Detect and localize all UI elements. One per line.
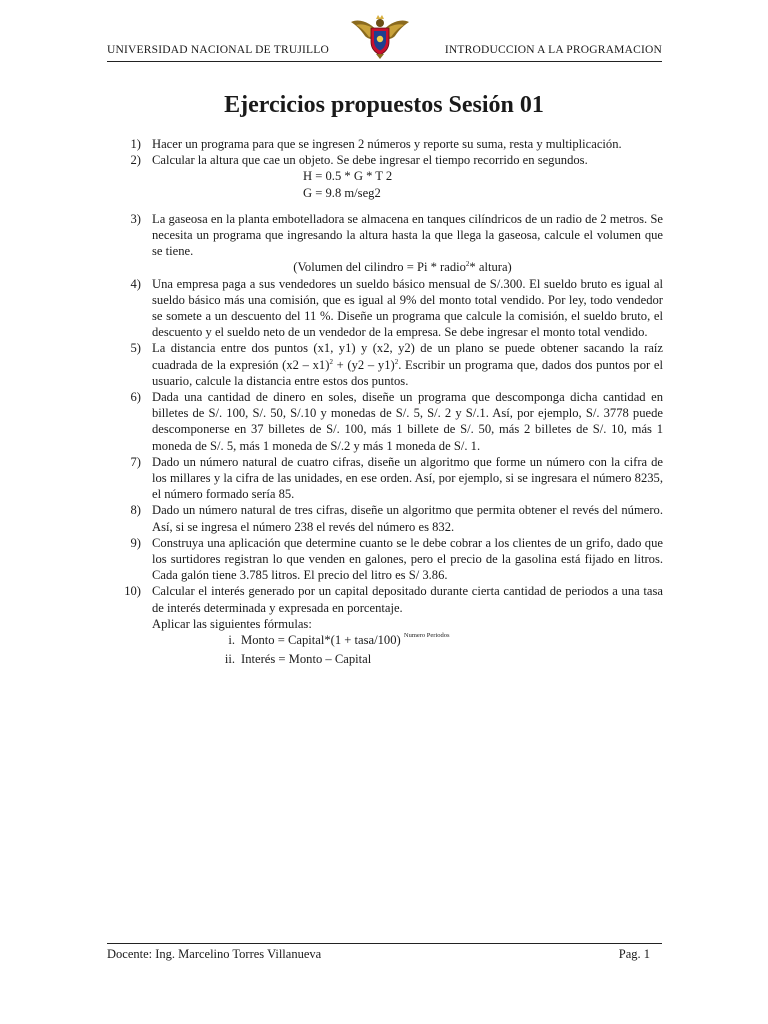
formula-list xyxy=(225,632,663,667)
exercise-item-8 xyxy=(111,502,663,534)
exercise-number: 6) xyxy=(130,390,141,405)
formula-intro: Aplicar las siguientes fórmulas: xyxy=(152,616,312,631)
exercise-item-3 xyxy=(111,211,663,276)
exercise-list xyxy=(111,136,663,668)
exercise-number: 5) xyxy=(130,341,141,356)
exercise-number: 2) xyxy=(130,153,141,168)
header-rule xyxy=(107,61,662,62)
formula-height: H = 0.5 * G * T 2 xyxy=(303,169,393,184)
university-seal-icon xyxy=(349,12,411,60)
exercise-item-7 xyxy=(111,454,663,503)
exercise-number: 8) xyxy=(130,503,141,518)
exercise-text: Dado un número natural de tres cifras, diseñe un algoritmo que permita obtener el revés del número. Así, si se ingresa el número 238 el revés del número es 832. xyxy=(152,503,663,534)
exercise-item-10 xyxy=(111,583,663,667)
formula-cylinder-volume: (Volumen del cilindro = Pi * radio$^2$* altura) xyxy=(293,260,512,275)
formula-item-interes xyxy=(225,651,663,667)
header-course: INTRODUCCION A LA PROGRAMACION xyxy=(444,44,662,56)
page-title: Ejercicios propuestos Sesión 01 xyxy=(224,92,544,118)
exercise-text: Calcular el interés generado por un capital depositado durante cierta cantidad de periodos a una tasa de interés determinada y expresada en porcentaje. xyxy=(152,584,663,615)
exercise-text: Construya una aplicación que determine cuanto se le debe cobrar a los clientes de un grifo, dado que los surtidores registran lo que venden en galones, pero el precio de la gasolina está fijado en litros. Cada galón tiene 3.785 litros. El precio del litro es S/ 3.86. xyxy=(152,535,663,583)
exercise-number: 4) xyxy=(130,276,141,291)
exercise-item-2 xyxy=(111,152,663,201)
exercise-text: La gaseosa en la planta embotelladora se almacena en tanques cilíndricos de un radio de 2 metros. Se necesita un programa que ingresando la altura hasta la que llega la gaseosa, calcule el volumen que se tiene. xyxy=(152,211,663,259)
exercise-text: La distancia entre dos puntos (x1, y1) y (x2, y2) de un plano se puede obtener sacando la raíz cuadrada de la expresión (x2 – x1)$^2$ + (y2 – y1)$^2$. Escribir un programa que, dados dos puntos por el usuario, calcule la distancia entre estos dos puntos. xyxy=(152,341,663,388)
exercise-number: 7) xyxy=(130,454,141,469)
formula-exponent: Numero Periodos xyxy=(403,632,450,640)
exercise-item-5 xyxy=(111,340,663,389)
formula-number: i. xyxy=(228,633,235,648)
footer-rule xyxy=(107,943,662,944)
exercise-number: 1) xyxy=(130,137,141,151)
exercise-text: Dado un número natural de cuatro cifras, diseñe un algoritmo que forme un número con la cifra de los millares y la cifra de las unidades, en ese orden. Así, por ejemplo, si se ingresara el número 8235, el número formado sería 85. xyxy=(152,454,663,502)
exercise-item-6 xyxy=(111,389,663,454)
exercise-number: 3) xyxy=(130,211,141,226)
exercise-number: 10) xyxy=(124,584,141,599)
footer-page-number: Pag. 1 xyxy=(618,947,650,961)
formula-number: ii. xyxy=(224,652,235,667)
exercise-text: Una empresa paga a sus vendedores un sueldo básico mensual de S/.300. El sueldo bruto es igual al sueldo básico más una comisión, que es igual al 9% del monto total vendido. Por ley, todo vendedor se somete a un descuento del 11 %. Diseñe un programa que calcule la comisión, el sueldo bruto, el descuento y el sueldo neto de un vendedor de la empresa. Se debe ingresar el monto total vendido. xyxy=(152,276,663,340)
formula-item-monto xyxy=(225,632,663,651)
exercise-item-1 xyxy=(111,136,663,152)
header-institution: UNIVERSIDAD NACIONAL DE TRUJILLO xyxy=(107,44,330,56)
exercise-text: Hacer un programa para que se ingresen 2 números y reporte su suma, resta y multiplicación. xyxy=(152,137,622,151)
exercise-text: Calcular la altura que cae un objeto. Se debe ingresar el tiempo recorrido en segundos. xyxy=(152,153,588,168)
formula-text: Interés = Monto – Capital xyxy=(241,652,372,667)
formula-text: Monto = Capital*(1 + tasa/100) xyxy=(241,633,401,648)
exercise-item-9 xyxy=(111,535,663,584)
formula-gravity: G = 9.8 m/seg2 xyxy=(303,185,381,200)
exercise-item-4 xyxy=(111,276,663,341)
exercise-text: Dada una cantidad de dinero en soles, diseñe un programa que descomponga dicha cantidad en billetes de S/. 100, S/. 50, S/.10 y monedas de S/. 5, S/. 2 y S/.1. Así, por ejemplo, S/. 3778 puede descomponerse en 37 billetes de S/. 100, más 1 billete de S/. 50, más 2 billetes de S/. 10, más 1 moneda de S/. 5, más 1 moneda de S/.2 y más 1 moneda de S/. 1. xyxy=(152,390,663,453)
exercise-number: 9) xyxy=(130,535,141,550)
footer-teacher: Docente: Ing. Marcelino Torres Villanueva xyxy=(107,947,322,961)
